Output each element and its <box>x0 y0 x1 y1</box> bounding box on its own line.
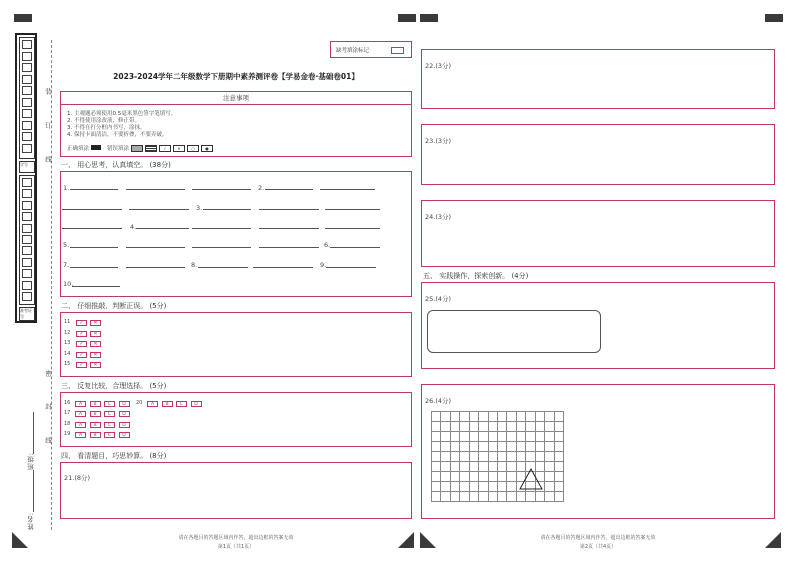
digit-cell[interactable] <box>22 269 32 278</box>
choice-row-number: 17 <box>64 410 71 417</box>
digit-cell[interactable] <box>22 292 32 301</box>
digit-cell[interactable] <box>22 86 32 95</box>
label-xian2: 线 <box>44 437 52 445</box>
absent-mark-bubble[interactable] <box>391 47 404 54</box>
q10-number: 10. <box>63 280 74 288</box>
exam-number-label: 学号 <box>19 161 35 173</box>
wrong-fill-sample-3: ✓ <box>159 145 171 152</box>
choice-row-number: 18 <box>64 420 71 427</box>
q22-label: 22.(3分) <box>425 62 452 70</box>
choice-option[interactable]: A <box>75 422 86 428</box>
q25-label: 25.(4分) <box>425 295 452 303</box>
choice-option[interactable]: D <box>119 432 130 438</box>
answer-blank[interactable] <box>72 286 120 287</box>
q22-box[interactable] <box>421 49 775 109</box>
choice-option[interactable]: B <box>90 422 101 428</box>
answer-blank[interactable] <box>326 267 376 268</box>
true-option[interactable]: ✓ <box>76 331 87 337</box>
exam-number-upper <box>19 37 35 159</box>
answer-blank[interactable] <box>325 228 380 229</box>
cut-line <box>51 40 52 530</box>
label-zhuang: 装 <box>44 88 52 96</box>
wrong-fill-sample-5: ○ <box>187 145 199 152</box>
corner-mark-top-right <box>765 14 783 22</box>
digit-cell[interactable] <box>22 246 32 255</box>
q26-label: 26.(4分) <box>425 397 452 405</box>
q2-number: 2. <box>258 184 265 192</box>
wrong-fill-sample-4: ✕ <box>173 145 185 152</box>
page-title: 2023-2024学年二年级数学下册期中素养测评卷【学易金卷·基础卷01】 <box>113 72 359 81</box>
section3-title: 三、 反复比较，合理选择。 (5分) <box>61 382 167 390</box>
digit-cell[interactable] <box>22 75 32 84</box>
corner-mark-top-mid-left <box>398 14 416 22</box>
corner-mark-top-mid-right <box>420 14 438 22</box>
digit-cell[interactable] <box>22 52 32 61</box>
triangle-shape <box>518 467 544 491</box>
q25-box[interactable] <box>421 282 775 369</box>
q7-number: 7. <box>63 261 70 269</box>
q6-number: 6. <box>324 241 331 249</box>
choice-option[interactable]: A <box>75 411 86 417</box>
tf-row-number: 11 <box>64 319 71 325</box>
label-feng: 封 <box>44 403 52 411</box>
choice-option[interactable]: D <box>119 401 130 407</box>
digit-cell[interactable] <box>22 98 32 107</box>
footer-left-page: 第1页（共1页） <box>217 544 255 550</box>
q5-number: 5. <box>63 241 70 249</box>
notice-title: 注意事项 <box>61 92 411 105</box>
true-option[interactable]: ✓ <box>76 320 87 326</box>
answer-blank[interactable] <box>70 267 118 268</box>
absent-mark-box <box>330 41 412 58</box>
choice-option[interactable]: D <box>119 411 130 417</box>
choice-option[interactable]: C <box>104 411 115 417</box>
notice-box <box>60 91 412 157</box>
section1-title: 一、 用心思考，认真填空。 (38分) <box>61 161 171 169</box>
digit-cell[interactable] <box>22 189 32 198</box>
digit-cell[interactable] <box>22 63 32 72</box>
true-option[interactable]: ✓ <box>76 362 87 368</box>
tf-row-number: 14 <box>64 350 71 357</box>
footer-right-note: 请在各题目的答题区域内作答，超出边框的答案无效 <box>540 535 656 541</box>
answer-blank[interactable] <box>253 267 313 268</box>
digit-cell[interactable] <box>22 178 32 187</box>
q9-number: 9. <box>320 261 327 269</box>
q21-label: 21.(8分) <box>64 474 91 482</box>
name-label: 姓名: <box>27 512 35 531</box>
answer-blank[interactable] <box>136 228 189 229</box>
q25-answer-area[interactable] <box>427 310 601 353</box>
answer-blank[interactable] <box>259 247 319 248</box>
corner-triangle-bl <box>12 532 28 548</box>
section5-title: 五、 实践操作，探索创新。 (4分) <box>423 272 529 280</box>
answer-blank[interactable] <box>192 247 251 248</box>
choice-option[interactable]: A <box>75 432 86 438</box>
choice-option[interactable]: A <box>147 401 158 407</box>
answer-blank[interactable] <box>259 209 319 210</box>
notice-item: 1. 主观题必须使用0.5毫米黑色签字笔填写。 <box>67 111 177 117</box>
exam-number-grid <box>15 33 37 323</box>
choice-option[interactable]: D <box>119 422 130 428</box>
q26-box[interactable] <box>421 384 775 519</box>
section2-box <box>60 312 412 377</box>
choice-row-number: 20 <box>136 400 143 406</box>
answer-blank[interactable] <box>203 209 251 210</box>
wrong-fill-sample-6: ● <box>201 145 213 152</box>
footer-left-note: 请在各题目的答题区域内作答，超出边框的答案无效 <box>178 535 294 541</box>
false-option[interactable]: ✕ <box>90 352 101 358</box>
notice-item: 3. 不得在打分框内书写，涂抹。 <box>67 125 146 131</box>
correct-fill-label: 正确填涂 <box>67 146 90 152</box>
false-option[interactable]: ✕ <box>90 320 101 326</box>
choice-option[interactable]: B <box>90 401 101 407</box>
label-mi: 密 <box>44 370 52 378</box>
answer-blank[interactable] <box>62 228 122 229</box>
false-option[interactable]: ✕ <box>90 341 101 347</box>
choice-row-number: 16 <box>64 400 71 406</box>
q21-box[interactable] <box>60 462 412 519</box>
digit-cell[interactable] <box>22 258 32 267</box>
choice-option[interactable]: B <box>162 401 173 407</box>
q24-label: 24.(3分) <box>425 213 452 221</box>
exam-no-label: 准考证号 <box>19 307 35 321</box>
correct-fill-sample <box>91 145 101 150</box>
q8-number: 8. <box>191 261 198 269</box>
choice-option[interactable]: C <box>104 401 115 407</box>
choice-option[interactable]: C <box>176 401 187 407</box>
answer-blank[interactable] <box>126 189 185 190</box>
digit-cell[interactable] <box>22 212 32 221</box>
wrong-fill-sample-1 <box>131 145 143 152</box>
choice-option[interactable]: B <box>90 432 101 438</box>
answer-blank[interactable] <box>192 228 251 229</box>
label-ding: 订 <box>44 122 52 130</box>
tf-row-number: 15 <box>64 361 71 368</box>
answer-blank[interactable] <box>126 247 185 248</box>
answer-blank[interactable] <box>330 247 380 248</box>
true-option[interactable]: ✓ <box>76 352 87 358</box>
label-xian: 线 <box>44 156 52 164</box>
section2-title: 二、 仔细推敲，判断正误。 (5分) <box>61 302 167 310</box>
digit-cell[interactable] <box>22 144 32 153</box>
tf-row-number: 12 <box>64 329 71 336</box>
q23-label: 23.(3分) <box>425 137 452 145</box>
choice-row-number: 19 <box>64 430 71 437</box>
section4-title: 四、 看清题目，巧思妙算。 (8分) <box>61 452 167 460</box>
answer-blank[interactable] <box>70 189 118 190</box>
wrong-fill-sample-2 <box>145 145 157 152</box>
digit-cell[interactable] <box>22 224 32 233</box>
answer-blank[interactable] <box>325 209 380 210</box>
class-label: 班级: <box>27 452 35 471</box>
notice-item: 4. 保持卡面清洁，不要折叠，不要弄破。 <box>67 132 168 138</box>
answer-blank[interactable] <box>129 209 189 210</box>
digit-cell[interactable] <box>22 121 32 130</box>
class-field[interactable] <box>33 412 34 454</box>
answer-blank[interactable] <box>259 228 319 229</box>
digit-cell[interactable] <box>22 235 32 244</box>
footer-right-page: 第2页（共4页） <box>579 544 617 550</box>
grid-cell <box>554 491 564 502</box>
answer-blank[interactable] <box>192 189 251 190</box>
false-option[interactable]: ✕ <box>90 331 101 337</box>
absent-mark-label: 缺考填涂标记 <box>336 48 370 54</box>
q24-box[interactable] <box>421 200 775 267</box>
choice-option[interactable]: D <box>191 401 202 407</box>
false-option[interactable]: ✕ <box>90 362 101 368</box>
corner-mark-top-left <box>14 14 32 22</box>
notice-item: 2. 不得使用涂改液、修正带。 <box>67 118 140 124</box>
digit-cell[interactable] <box>22 109 32 118</box>
digit-cell[interactable] <box>22 281 32 290</box>
tf-row-number: 13 <box>64 340 71 347</box>
choice-option[interactable]: C <box>104 432 115 438</box>
q1-number: 1. <box>63 184 70 192</box>
answer-blank[interactable] <box>320 189 375 190</box>
answer-blank[interactable] <box>70 247 118 248</box>
name-field[interactable] <box>33 470 34 512</box>
digit-cell[interactable] <box>22 40 32 49</box>
answer-blank[interactable] <box>198 267 248 268</box>
answer-blank[interactable] <box>62 209 122 210</box>
answer-blank[interactable] <box>265 189 313 190</box>
true-option[interactable]: ✓ <box>76 341 87 347</box>
digit-cell[interactable] <box>22 201 32 210</box>
q4-number: 4. <box>130 223 137 231</box>
choice-option[interactable]: A <box>75 401 86 407</box>
digit-cell[interactable] <box>22 132 32 141</box>
exam-number-lower <box>19 175 35 305</box>
q23-box[interactable] <box>421 124 775 185</box>
q3-number: 3. <box>196 204 203 212</box>
wrong-fill-label: 错误填涂 <box>107 146 130 152</box>
choice-option[interactable]: C <box>104 422 115 428</box>
answer-blank[interactable] <box>126 267 185 268</box>
choice-option[interactable]: B <box>90 411 101 417</box>
